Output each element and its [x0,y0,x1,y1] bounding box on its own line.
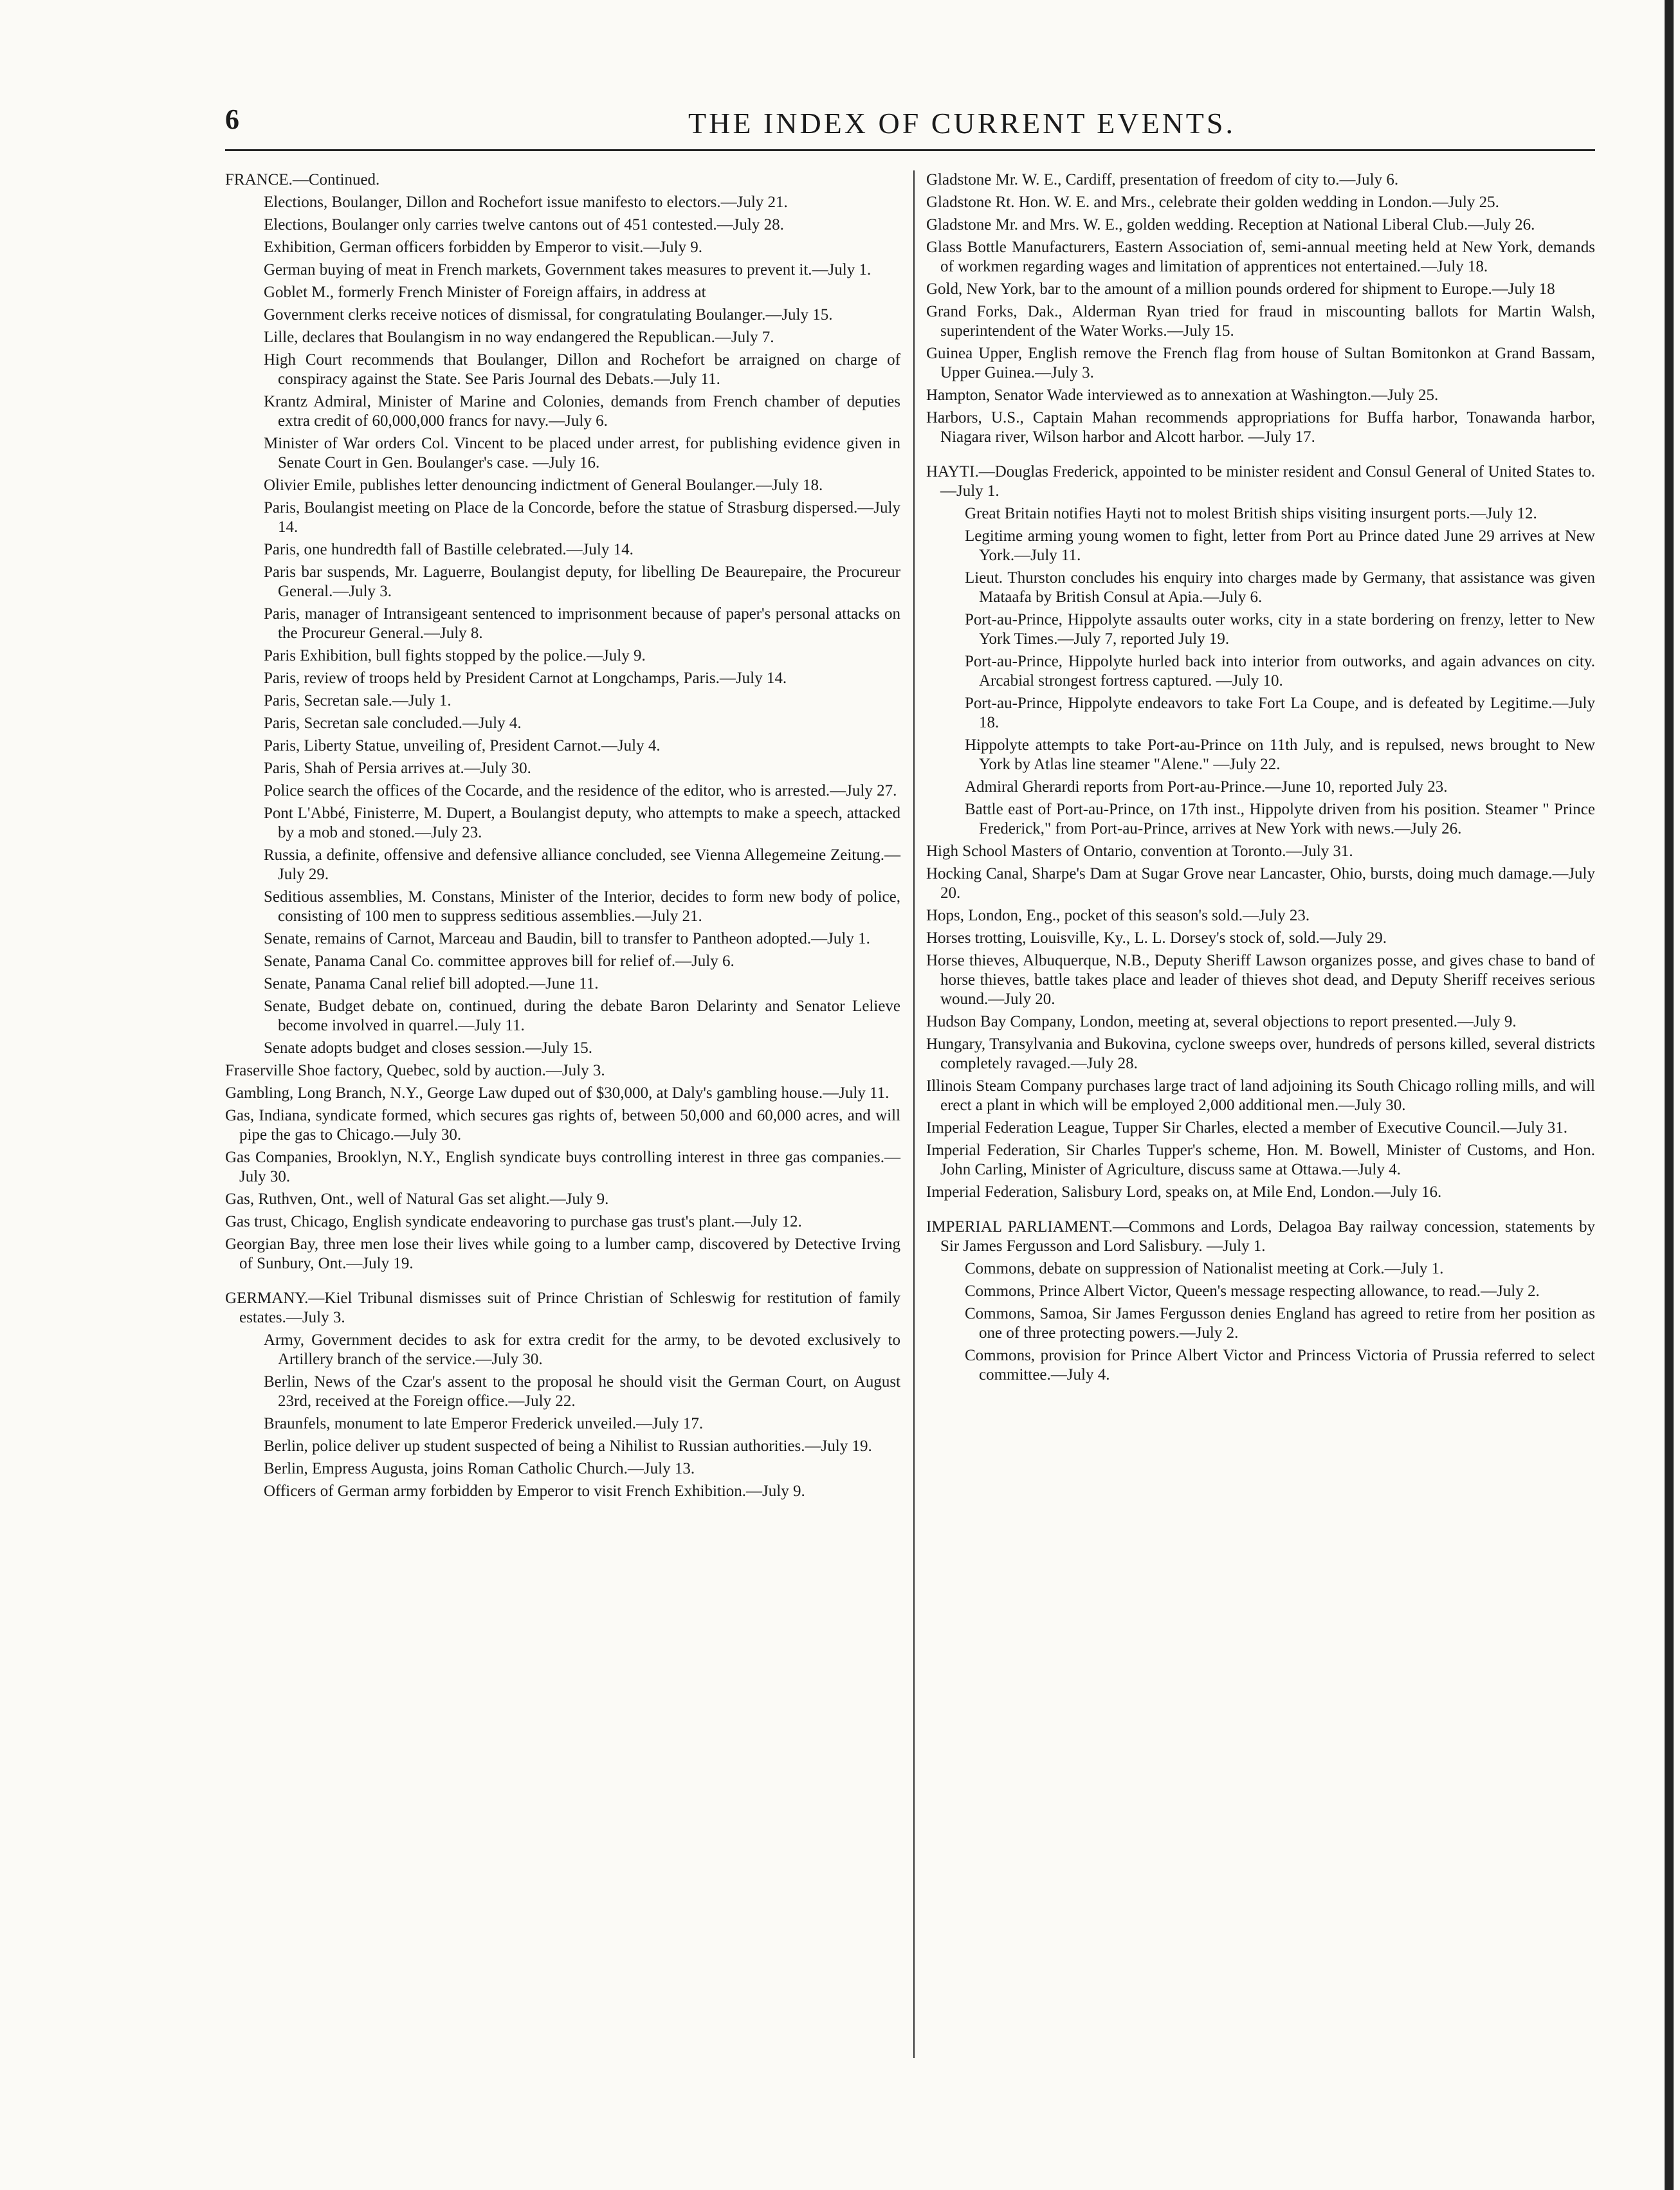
index-entry: Senate, Panama Canal Co. committee approves bill for relief of.—July 6. [264,953,735,970]
index-entry: Berlin, Empress Augusta, joins Roman Catholic Church.—July 13. [264,1460,695,1477]
index-entry: Port-au-Prince, Hippolyte assaults outer works, city in a state bordering on frenzy, letter to New York Times.—July 7, reported July 19. [965,611,1595,648]
index-entry: Goblet M., formerly French Minister of Foreign affairs, in address at [264,284,706,301]
index-entry: German buying of meat in French markets, Government takes measures to prevent it.—July 1. [264,261,872,278]
index-entry: Illinois Steam Company purchases large tract of land adjoining its South Chicago rolling mills, and will erect a plant in which will be employed 2,000 additional men.—July 30. [926,1077,1595,1114]
index-entry: Gladstone Mr. and Mrs. W. E., golden wedding. Reception at National Liberal Club.—July 26. [926,216,1535,233]
index-entry: Port-au-Prince, Hippolyte hurled back into interior from outworks, and again advances on city. Arcabial strongest fortress captured. —July 10. [965,653,1595,689]
index-entry: Great Britain notifies Hayti not to molest British ships visiting insurgent ports.—July 12. [965,505,1537,522]
index-entry: Paris, Secretan sale.—July 1. [264,692,452,709]
index-entry: Gas, Ruthven, Ont., well of Natural Gas set alight.—July 9. [225,1191,609,1208]
index-entry: Gas, Indiana, syndicate formed, which secures gas rights of, between 50,000 and 60,000 acres, and will pipe the gas to Chicago.—July 30. [225,1107,900,1144]
index-entry: Gold, New York, bar to the amount of a million pounds ordered for shipment to Europe.—July 18 [926,280,1555,298]
index-entry: Senate, Budget debate on, continued, during the debate Baron Delarinty and Senator Lelieve become involved in quarrel.—July 11. [264,998,900,1034]
left-column [225,170,900,1504]
index-entry: Commons, Samoa, Sir James Fergusson denies England has agreed to retire from her position as one of three protecting powers.—July 2. [965,1305,1595,1342]
index-entry: Gladstone Mr. W. E., Cardiff, presentation of freedom of city to.—July 6. [926,171,1399,188]
index-entry: Paris, Boulangist meeting on Place de la Concorde, before the statue of Strasburg dispersed.—July 14. [264,499,900,536]
index-entry: Government clerks receive notices of dismissal, for congratulating Boulanger.—July 15. [264,306,833,324]
index-entry: Legitime arming young women to fight, letter from Port au Prince dated June 29 arrives at New York.—July 11. [965,527,1595,564]
index-entry: Gas Companies, Brooklyn, N.Y., English syndicate buys controlling interest in three gas companies.—July 30. [225,1149,900,1185]
index-entry: Officers of German army forbidden by Emperor to visit French Exhibition.—July 9. [264,1483,805,1500]
index-entry: Gladstone Rt. Hon. W. E. and Mrs., celebrate their golden wedding in London.—July 25. [926,194,1499,211]
index-entry: Paris, review of troops held by President Carnot at Longchamps, Paris.—July 14. [264,670,787,687]
index-entry: Berlin, police deliver up student suspected of being a Nihilist to Russian authorities.—July 19. [264,1437,872,1455]
index-entry: Exhibition, German officers forbidden by Emperor to visit.—July 9. [264,239,703,256]
index-entry: High School Masters of Ontario, convention at Toronto.—July 31. [926,843,1353,860]
index-entry: Fraserville Shoe factory, Quebec, sold by auction.—July 3. [225,1062,605,1079]
index-entry: Olivier Emile, publishes letter denouncing indictment of General Boulanger.—July 18. [264,477,823,494]
index-entry: Gambling, Long Branch, N.Y., George Law duped out of $30,000, at Daly's gambling house.—July 11. [225,1084,890,1102]
index-entry: Hops, London, Eng., pocket of this season's sold.—July 23. [926,907,1310,924]
index-entry: Gas trust, Chicago, English syndicate endeavoring to purchase gas trust's plant.—July 12. [225,1213,802,1230]
index-entry: Hungary, Transylvania and Bukovina, cyclone sweeps over, hundreds of persons killed, several districts completely ravaged.—July 28. [926,1036,1595,1072]
index-entry: Krantz Admiral, Minister of Marine and Colonies, demands from French chamber of deputies extra credit of 60,000,000 francs for navy.—July 6. [264,393,900,430]
index-entry: Commons, debate on suppression of Nationalist meeting at Cork.—July 1. [965,1260,1444,1277]
right-column [926,170,1595,1388]
index-entry: Paris bar suspends, Mr. Laguerre, Boulangist deputy, for libelling De Beaurepaire, the Procureur General.—July 3. [264,563,900,600]
index-entry: High Court recommends that Boulanger, Dillon and Rochefort be arraigned on charge of conspiracy against the State. See Paris Journal des Debats.—July 11. [264,351,900,388]
index-entry: GERMANY.—Kiel Tribunal dismisses suit of Prince Christian of Schleswig for restitution of family estates.—July 3. [225,1290,900,1326]
index-entry: Elections, Boulanger, Dillon and Rochefort issue manifesto to electors.—July 21. [264,194,788,211]
index-entry: Imperial Federation, Salisbury Lord, speaks on, at Mile End, London.—July 16. [926,1183,1442,1201]
index-entry: Guinea Upper, English remove the French flag from house of Sultan Bomitonkon at Grand Bassam, Upper Guinea.—July 3. [926,345,1595,381]
page-number: 6 [225,104,239,135]
index-entry: Army, Government decides to ask for extra credit for the army, to be devoted exclusively to Artillery branch of the service.—July 30. [264,1331,900,1368]
index-entry: Hudson Bay Company, London, meeting at, several objections to report presented.—July 9. [926,1013,1517,1030]
index-entry: Grand Forks, Dak., Alderman Ryan tried for fraud in miscounting ballots for Martin Walsh, superintendent of the Water Works.—July 15. [926,303,1595,340]
index-entry: Hampton, Senator Wade interviewed as to annexation at Washington.—July 25. [926,387,1439,404]
index-entry: Seditious assemblies, M. Constans, Minister of the Interior, decides to form new body of police, consisting of 100 men to suppress seditious assemblies.—July 21. [264,888,900,925]
index-entry: Paris, Secretan sale concluded.—July 4. [264,715,522,732]
index-entry: Braunfels, monument to late Emperor Frederick unveiled.—July 17. [264,1415,704,1432]
column-divider [913,170,915,2058]
index-entry: Imperial Federation, Sir Charles Tupper's scheme, Hon. M. Bowell, Minister of Customs, and Hon. John Carling, Minister of Agriculture, discuss same at Ottawa.—July 4. [926,1142,1595,1178]
index-entry: Lille, declares that Boulangism in no way endangered the Republican.—July 7. [264,329,774,346]
header-rule [225,149,1595,151]
index-entry: Commons, provision for Prince Albert Victor and Princess Victoria of Prussia referred to select committee.—July 4. [965,1347,1595,1383]
index-entry: Horse thieves, Albuquerque, N.B., Deputy Sheriff Lawson organizes posse, and gives chase to band of horse thieves, battle takes place and leader of thieves shot dead, and Deputy Sheriff receives serious wound.—July 20. [926,952,1595,1008]
index-entry: Senate, remains of Carnot, Marceau and Baudin, bill to transfer to Pantheon adopted.—July 1. [264,930,870,947]
index-entry: Paris, one hundredth fall of Bastille celebrated.—July 14. [264,541,634,558]
index-entry: Russia, a definite, offensive and defensive alliance concluded, see Vienna Allegemeine Zeitung.—July 29. [264,846,900,883]
index-entry: Paris, Liberty Statue, unveiling of, President Carnot.—July 4. [264,737,661,754]
index-entry: Senate adopts budget and closes session.—July 15. [264,1039,593,1057]
index-entry: Hippolyte attempts to take Port-au-Prince on 11th July, and is repulsed, news brought to New York by Atlas line steamer "Alene." —July 22. [965,736,1595,773]
page-title: THE INDEX OF CURRENT EVENTS. [688,107,1236,140]
page-edge-shadow [1665,0,1674,2190]
index-entry: Paris, Shah of Persia arrives at.—July 30. [264,760,531,777]
index-entry: Commons, Prince Albert Victor, Queen's message respecting allowance, to read.—July 2. [965,1282,1540,1300]
index-entry: IMPERIAL PARLIAMENT.—Commons and Lords, Delagoa Bay railway concession, statements by Sir James Fergusson and Lord Salisbury. —July 1. [926,1218,1595,1255]
index-entry: Horses trotting, Louisville, Ky., L. L. Dorsey's stock of, sold.—July 29. [926,929,1387,947]
index-entry: Port-au-Prince, Hippolyte endeavors to take Fort La Coupe, and is defeated by Legitime.—July 18. [965,695,1595,731]
index-entry: Paris Exhibition, bull fights stopped by the police.—July 9. [264,647,646,664]
index-entry: Minister of War orders Col. Vincent to be placed under arrest, for publishing evidence given in Senate Court in Gen. Boulanger's case. —July 16. [264,435,900,471]
index-entry: HAYTI.—Douglas Frederick, appointed to be minister resident and Consul General of United States to.—July 1. [926,463,1595,500]
index-entry: Police search the offices of the Cocarde, and the residence of the editor, who is arrested.—July 27. [264,782,897,799]
index-entry: Senate, Panama Canal relief bill adopted.—June 11. [264,975,599,992]
index-entry: Harbors, U.S., Captain Mahan recommends appropriations for Buffa harbor, Tonawanda harbor, Niagara river, Wilson harbor and Alcott harbor. —July 17. [926,409,1595,446]
index-entry: Hocking Canal, Sharpe's Dam at Sugar Grove near Lancaster, Ohio, bursts, doing much damage.—July 20. [926,865,1595,902]
index-entry: Admiral Gherardi reports from Port-au-Prince.—June 10, reported July 23. [965,778,1448,796]
index-entry: Berlin, News of the Czar's assent to the proposal he should visit the German Court, on August 23rd, received at the Foreign office.—July 22. [264,1373,900,1410]
index-entry: FRANCE.—Continued. [225,171,380,188]
index-entry: Georgian Bay, three men lose their lives while going to a lumber camp, discovered by Detective Irving of Sunbury, Ont.—July 19. [225,1236,900,1272]
index-entry: Pont L'Abbé, Finisterre, M. Dupert, a Boulangist deputy, who attempts to make a speech, attacked by a mob and stoned.—July 23. [264,805,900,841]
index-entry: Imperial Federation League, Tupper Sir Charles, elected a member of Executive Council.—July 31. [926,1119,1567,1136]
index-entry: Elections, Boulanger only carries twelve cantons out of 451 contested.—July 28. [264,216,784,233]
index-entry: Glass Bottle Manufacturers, Eastern Association of, semi-annual meeting held at New York, demands of workmen regarding wages and limitation of apprentices not entertained.—July 18. [926,239,1595,275]
index-entry: Battle east of Port-au-Prince, on 17th inst., Hippolyte driven from his position. Steamer " Prince Frederick," from Port-au-Prince, arrives at New York with news.—July 26. [965,801,1595,837]
index-entry: Lieut. Thurston concludes his enquiry into charges made by Germany, that assistance was given Mataafa by British Consul at Apia.—July 6. [965,569,1595,606]
index-entry: Paris, manager of Intransigeant sentenced to imprisonment because of paper's personal attacks on the Procureur General.—July 8. [264,605,900,642]
